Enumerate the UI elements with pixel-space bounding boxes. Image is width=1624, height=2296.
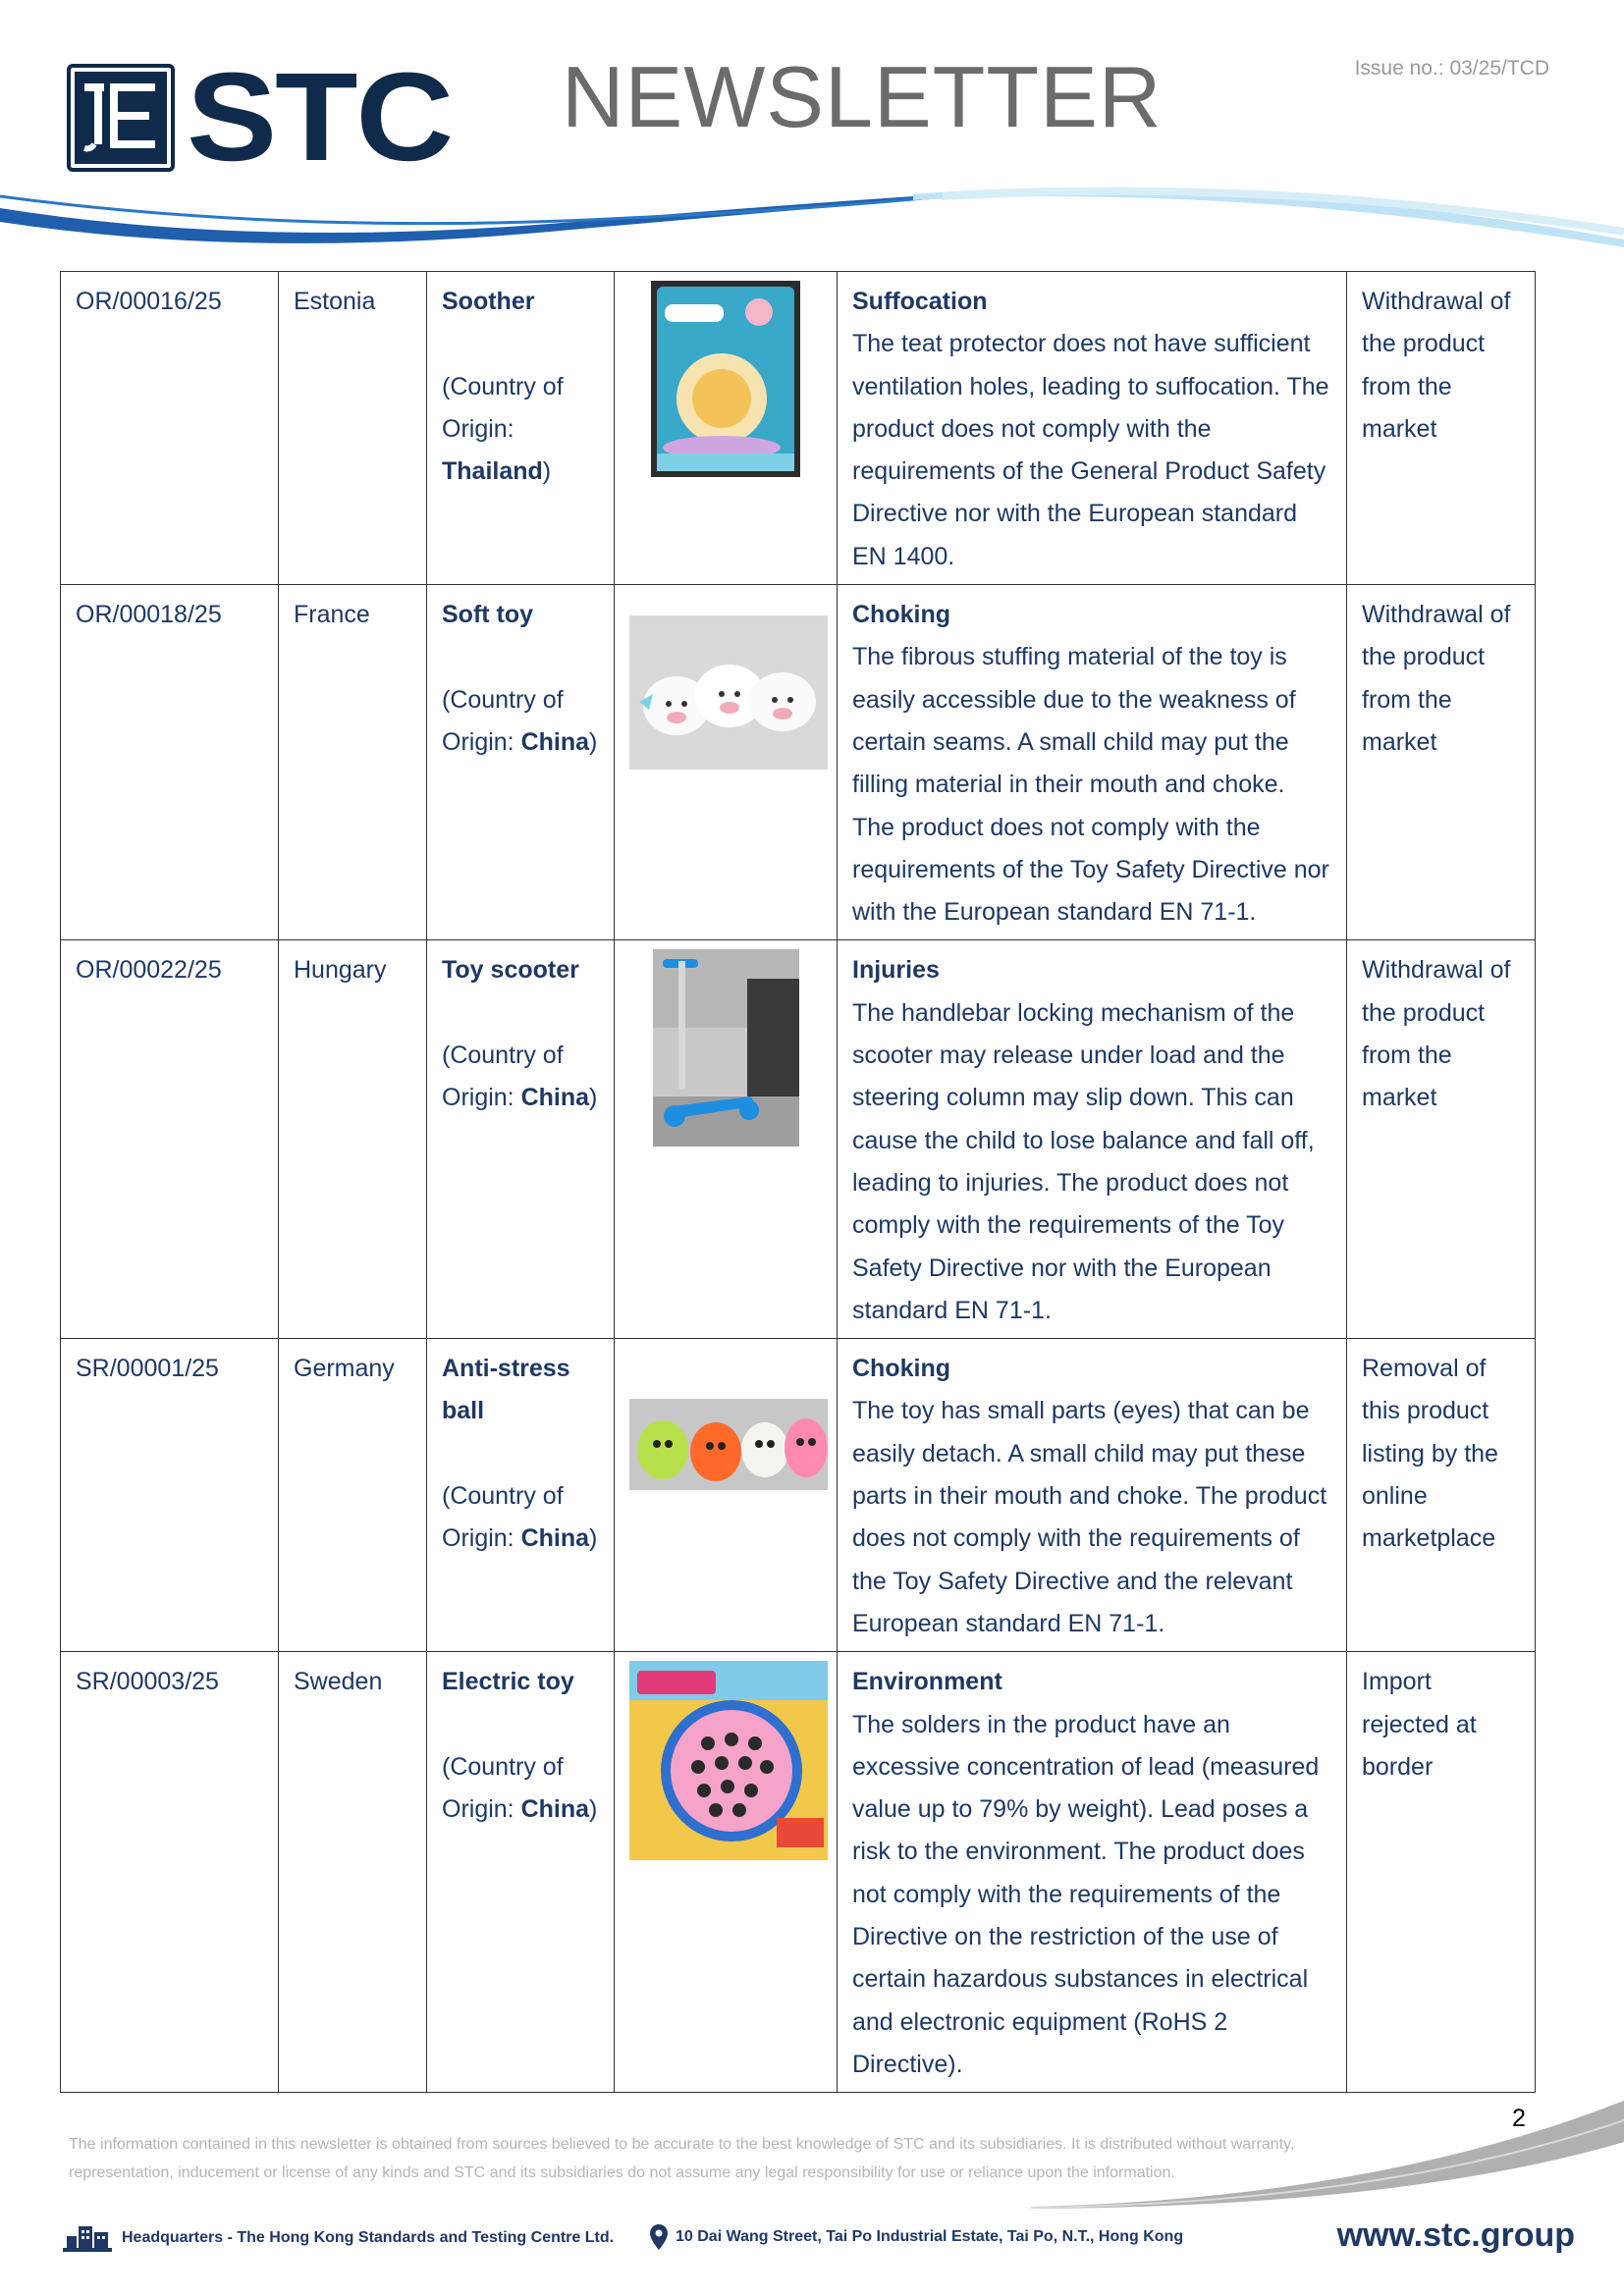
product-cell (427, 585, 615, 940)
product-image-cell (615, 1339, 838, 1652)
building-icon (63, 2224, 112, 2252)
measure-taken: Withdrawal of the product from the market (1347, 272, 1536, 585)
product-cell (427, 1652, 615, 2093)
hazard-description: The solders in the product have an excessive concentration of lead (measured value up to 79% by weight). Lead poses a risk to the environment. The product does not comply with the requirements of the Directive on the restriction of the use of certain hazardous substances in electrical and electronic equipment (RoHS 2 Directive). (852, 1710, 1320, 2078)
reference-number: OR/00018/25 (61, 585, 279, 940)
hazard-cell (838, 940, 1347, 1339)
anti-stress-ball-photo (629, 1399, 828, 1490)
measure-taken: Import rejected at border (1347, 1652, 1536, 2093)
page-number: 2 (1512, 2105, 1526, 2132)
stc-logo-mark-icon (67, 64, 175, 172)
product-name: Soft toy (442, 601, 534, 629)
product-name: Electric toy (442, 1668, 574, 1696)
product-image-cell (615, 1652, 838, 2093)
origin-country: China (520, 727, 590, 756)
origin-country: China (520, 1084, 590, 1112)
origin-prefix: (Country of Origin: (442, 685, 564, 756)
origin-country: China (520, 1795, 590, 1824)
table-row (61, 940, 1536, 1339)
product-cell (427, 1339, 615, 1652)
hazard-cell (838, 585, 1347, 940)
hazard-description: The fibrous stuffing material of the toy is easily accessible due to the weakness of certain seams. A small child may put the filling material in their mouth and choke. The product does not comply with the requirements of the Toy Safety Directive nor with the European standard EN 71-1. (852, 643, 1329, 927)
stc-logo (67, 47, 452, 187)
origin-prefix: (Country of Origin: (442, 372, 564, 443)
origin-prefix: (Country of Origin: (442, 1482, 564, 1553)
page-footer (63, 2216, 1575, 2256)
headquarters-text: Headquarters - The Hong Kong Standards and Testing Centre Ltd. (122, 2229, 615, 2246)
soft-toy-photo (629, 615, 828, 770)
logo-wordmark: STC (187, 47, 452, 187)
risk-type: Suffocation (852, 288, 988, 315)
newsletter-header (0, 0, 1624, 255)
risk-type: Injuries (852, 956, 940, 985)
risk-type: Environment (852, 1668, 1002, 1696)
issue-number: Issue no.: 03/25/TCD (1354, 57, 1549, 80)
soother-photo (651, 281, 800, 477)
disclaimer: The information contained in this newsletter is obtained from sources believed to be accurate to the best knowledge of STC and its subsidiaries. It is distributed without warranty, representation, inducement or license of any kinds and STC and its subsidiaries do not assume any legal responsibility for use or reliance upon the information. (69, 2136, 1295, 2181)
newsletter-title: NEWSLETTER (562, 48, 1163, 145)
hazard-cell (838, 1652, 1347, 2093)
product-name: Toy scooter (442, 956, 579, 985)
location-pin-icon (650, 2224, 668, 2250)
table-row (61, 1339, 1536, 1652)
notifying-country: Hungary (279, 940, 427, 1339)
product-cell (427, 272, 615, 585)
hazard-description: The toy has small parts (eyes) that can be easily detach. A small child may put these parts in their mouth and choke. The product does not comply with the requirements of the Toy Safety Directive and the relevant European standard EN 71-1. (852, 1397, 1327, 1637)
reference-number: SR/00003/25 (61, 1652, 279, 2093)
notifying-country: France (279, 585, 427, 940)
measure-taken: Withdrawal of the product from the market (1347, 585, 1536, 940)
hazard-description: The handlebar locking mechanism of the scooter may release under load and the steering column may slip down. This can cause the child to lose balance and fall off, leading to injuries. The product does not comply with the requirements of the Toy Safety Directive nor with the European standard EN 71-1. (852, 998, 1315, 1324)
product-image-cell (615, 940, 838, 1339)
hazard-description: The teat protector does not have sufficient ventilation holes, leading to suffocation. The product does not comply with the requirements of the General Product Safety Directive nor with the European standard EN 1400. (852, 330, 1329, 570)
notifying-country: Estonia (279, 272, 427, 585)
product-image-cell (615, 272, 838, 585)
measure-taken: Withdrawal of the product from the market (1347, 940, 1536, 1339)
product-name: Anti-stress ball (442, 1355, 570, 1425)
risk-type: Choking (852, 1355, 950, 1383)
address-info (650, 2224, 1183, 2250)
reference-number: OR/00022/25 (61, 940, 279, 1339)
origin-prefix: (Country of Origin: (442, 1752, 564, 1824)
risk-type: Choking (852, 601, 950, 629)
measure-taken: Removal of this product listing by the online marketplace (1347, 1339, 1536, 1652)
address-text: 10 Dai Wang Street, Tai Po Industrial Estate, Tai Po, N.T., Hong Kong (676, 2228, 1184, 2245)
table-row (61, 585, 1536, 940)
headquarters-info (63, 2224, 614, 2252)
electric-toy-photo (629, 1661, 828, 1860)
reference-number: SR/00001/25 (61, 1339, 279, 1652)
hazard-cell (838, 1339, 1347, 1652)
website-link[interactable]: www.stc.group (1336, 2216, 1575, 2254)
origin-country: Thailand (442, 457, 543, 486)
header-swoosh (0, 177, 1624, 255)
product-image-cell (615, 585, 838, 940)
notifying-country: Sweden (279, 1652, 427, 2093)
notifying-country: Germany (279, 1339, 427, 1652)
table-row (61, 1652, 1536, 2093)
origin-suffix: ) (589, 1524, 598, 1553)
origin-suffix: ) (589, 1084, 598, 1112)
product-cell (427, 940, 615, 1339)
hazard-cell (838, 272, 1347, 585)
recall-table (60, 271, 1536, 2093)
origin-suffix: ) (589, 727, 598, 756)
table-row (61, 272, 1536, 585)
reference-number: OR/00016/25 (61, 272, 279, 585)
origin-suffix: ) (542, 457, 552, 486)
product-name: Soother (442, 288, 535, 315)
origin-suffix: ) (589, 1795, 598, 1824)
toy-scooter-photo (653, 949, 799, 1147)
origin-prefix: (Country of Origin: (442, 1041, 564, 1112)
origin-country: China (520, 1524, 590, 1553)
